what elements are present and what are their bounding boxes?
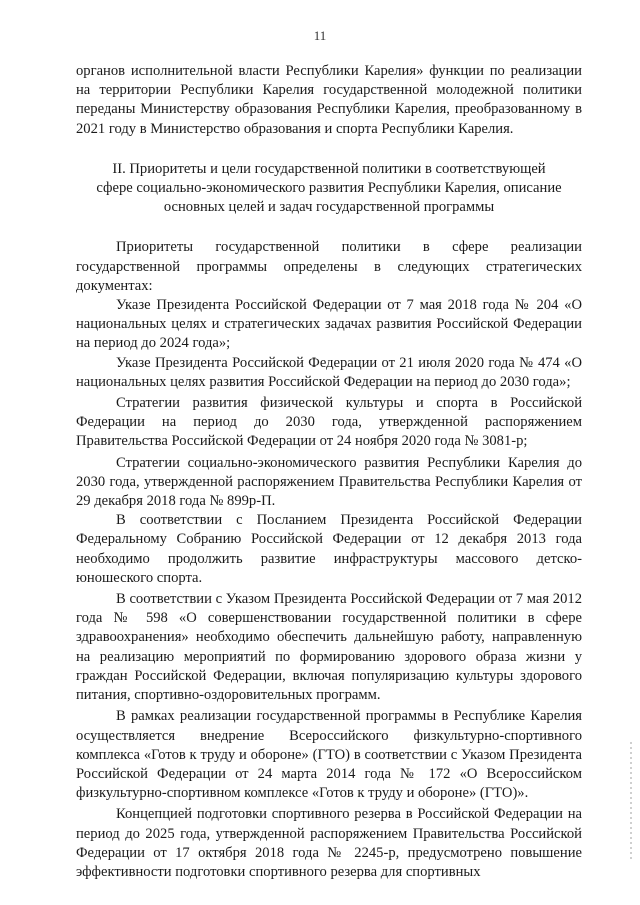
paragraph-address: В соответствии с Посланием Президента Российской Федерации Федеральному Собранию Российской Федерации от 12 декабря 2013 года необходимо продолжить развитие инфраструктуры массового детско-юношеского спорта.	[76, 512, 582, 586]
document-body	[76, 62, 582, 882]
paragraph-decree-474: Указе Президента Российской Федерации от 21 июля 2020 года № 474 «О национальных целях развития Российской Федерации на период до 2030 года»;	[76, 354, 582, 390]
paragraph-intro: органов исполнительной власти Республики Карелия» функции по реализации на территории Республики Карелия государственной молодежной политики переданы Министерству образования Республики Карелия, преобразованному в 2021 году в Министерство образования и спорта Республики Карелия.	[76, 63, 582, 137]
paragraph-reserve-concept: Концепцией подготовки спортивного резерва в Российской Федерации на период до 2025 года, утвержденной распоряжением Правительства Российской Федерации от 17 октября 2018 года № 2245-р, предусмотрено повышение эффективности подготовки спортивного резерва для спортивных	[76, 806, 582, 880]
paragraph-decree-204: Указе Президента Российской Федерации от 7 мая 2018 года № 204 «О национальных целях и стратегических задачах развития Российской Федерации на период до 2024 года»;	[76, 297, 582, 352]
paragraph-decree-598: В соответствии с Указом Президента Российской Федерации от 7 мая 2012 года № 598 «О совершенствовании государственной политики в сфере здравоохранения» необходимо обеспечить дальнейшую работу, направленную на реализацию мероприятий по формированию здорового образа жизни у граждан Российской Федерации, включая популяризацию культуры здорового питания, спортивно-оздоровительных программ.	[76, 591, 582, 704]
scan-edge-mark	[630, 742, 632, 862]
section-heading: II. Приоритеты и цели государственной политики в соответствующей сфере социально-экономического развития Республики Карелия, описание основных целей и задач государственной программы	[96, 160, 562, 216]
page-number: 11	[313, 28, 327, 43]
paragraph-sport-strategy: Стратегии развития физической культуры и спорта в Российской Федерации на период до 2030 года, утвержденной распоряжением Правительства Российской Федерации от 24 ноября 2020 года № 3081-р;	[76, 395, 582, 450]
paragraph-priorities: Приоритеты государственной политики в сфере реализации государственной программы определены в следующих стратегических документах:	[76, 239, 582, 294]
paragraph-karelia-strategy: Стратегии социально-экономического развития Республики Карелия до 2030 года, утвержденной распоряжением Правительства Республики Карелия от 29 декабря 2018 года № 899р-П.	[76, 454, 582, 510]
paragraph-gto: В рамках реализации государственной программы в Республике Карелия осуществляется внедрение Всероссийского физкультурно-спортивного комплекса «Готов к труду и обороне» (ГТО) в соответствии с Указом Президента Российской Федерации от 24 марта 2014 года № 172 «О Всероссийском физкультурно-спортивном комплексе «Готов к труду и обороне» (ГТО)».	[76, 708, 582, 802]
